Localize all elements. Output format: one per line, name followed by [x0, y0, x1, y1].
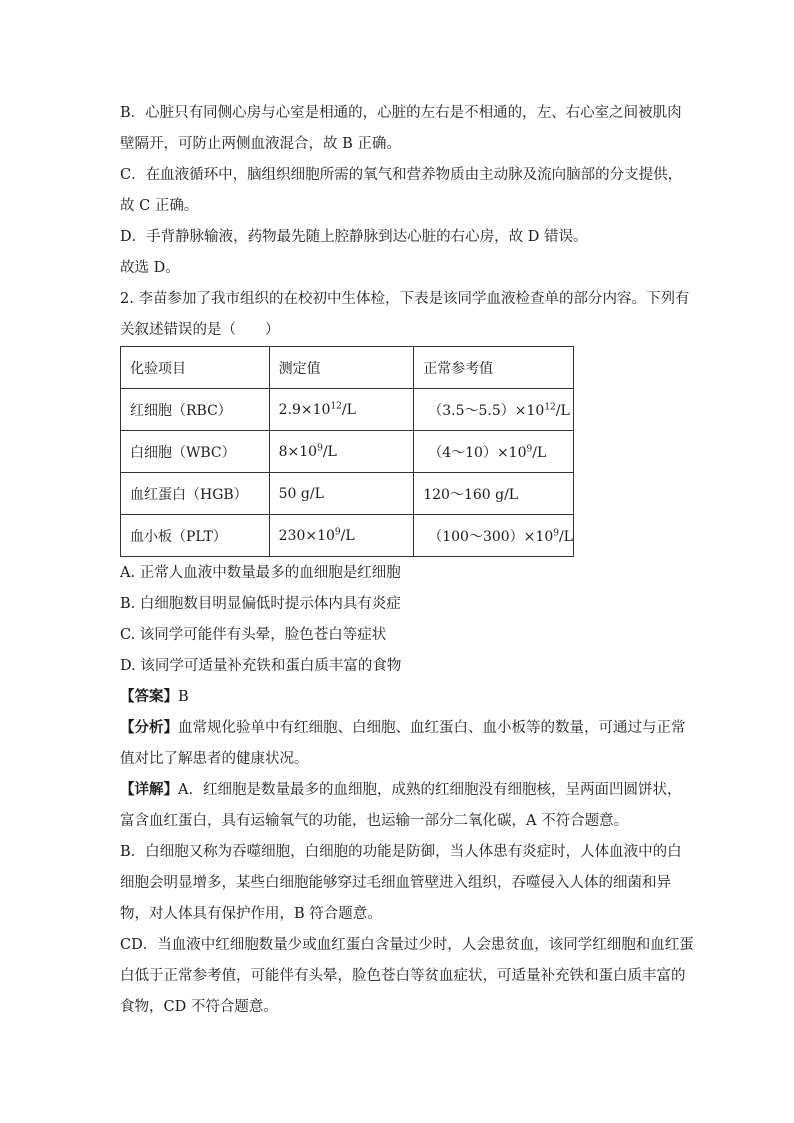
answer-line	[120, 687, 680, 707]
table-row	[121, 389, 574, 431]
table-header-cell: 正常参考值	[414, 347, 574, 389]
paragraph-line: 故选 D。	[120, 260, 180, 276]
table-cell-reference: $(3.5\sim 5.5)\times 10^{12}/L$	[414, 389, 574, 431]
table-row	[121, 473, 574, 515]
question-stem: 2. 李苗参加了我市组织的在校初中生体检，下表是该同学血液检查单的部分内容。下列有	[120, 291, 690, 307]
table-cell-reference: $(100\sim 300)\times 10^9/L$	[414, 515, 574, 557]
table-header-cell: 测定值	[269, 347, 414, 389]
table-cell-reference: $(4\sim 10)\times 10^9/L$	[414, 431, 574, 473]
table-cell-measured: $8\times 10^9/L$	[269, 431, 414, 473]
detail-line: 物，对人体具有保护作用，B 符合题意。	[120, 906, 382, 922]
detail-line: B．白细胞又称为吞噬细胞，白细胞的功能是防御，当人体患有炎症时，人体血液中的白	[120, 844, 682, 860]
table-row	[121, 431, 574, 473]
answer-label: 【答案】	[120, 688, 178, 705]
paragraph-line: B．心脏只有同侧心房与心室是相通的，心脏的左右是不相通的，左、右心室之间被肌肉	[120, 105, 682, 121]
detail-line: 富含血红蛋白，具有运输氧气的功能，也运输一部分二氧化碳，A 不符合题意。	[120, 813, 629, 829]
table-cell-reference: 120～160 g/L	[414, 473, 574, 515]
table-row	[121, 515, 574, 557]
table-cell-item: 血红蛋白（HGB）	[121, 473, 270, 515]
analysis-line: 【分析】血常规化验单中有红细胞、白细胞、血红蛋白、血小板等的数量，可通过与正常	[120, 719, 686, 736]
detail-line: CD．当血液中红细胞数量少或血红蛋白含量过少时，人会患贫血，该同学红细胞和血红蛋	[120, 937, 694, 953]
detail-label: 【详解】	[120, 781, 178, 798]
paragraph-line: 壁隔开，可防止两侧血液混合，故 B 正确。	[120, 136, 401, 152]
table-cell-item: 白细胞（WBC）	[121, 431, 270, 473]
paragraph-line: D．手背静脉输液，药物最先随上腔静脉到达心脏的右心房，故 D 错误。	[120, 229, 588, 245]
table-cell-item: 血小板（PLT）	[121, 515, 270, 557]
table-cell-measured: 50 g/L	[269, 473, 414, 515]
option-d: D. 该同学可适量补充铁和蛋白质丰富的食物	[120, 658, 402, 674]
table-cell-measured: $230\times 10^9/L$	[269, 515, 414, 557]
question-stem: 关叙述错误的是（ ）	[120, 322, 280, 338]
answer-value: B	[178, 689, 189, 705]
option-a: A. 正常人血液中数量最多的血细胞是红细胞	[120, 565, 401, 581]
table-cell-measured: $2.9\times 10^{12}/L$	[269, 389, 414, 431]
paragraph-line: C．在血液循环中，脑组织细胞所需的氧气和营养物质由主动脉及流向脑部的分支提供，	[120, 167, 683, 183]
detail-line: 白低于正常参考值，可能伴有头晕，脸色苍白等贫血症状，可适量补充铁和蛋白质丰富的	[120, 968, 686, 984]
table-header-cell: 化验项目	[121, 347, 270, 389]
detail-line: 食物，CD 不符合题意。	[120, 999, 278, 1015]
blood-test-table	[120, 346, 574, 557]
detail-line: 细胞会明显增多，某些白细胞能够穿过毛细血管壁进入组织，吞噬侵入人体的细菌和异	[120, 875, 671, 891]
option-c: C. 该同学可能伴有头晕，脸色苍白等症状	[120, 627, 387, 643]
paragraph-line: 故 C 正确。	[120, 198, 199, 214]
option-b: B. 白细胞数目明显偏低时提示体内具有炎症	[120, 596, 401, 612]
analysis-line: 值对比了解患者的健康状况。	[120, 751, 309, 767]
table-header-row	[121, 347, 574, 389]
table-cell-item: 红细胞（RBC）	[121, 389, 270, 431]
detail-line: 【详解】A．红细胞是数量最多的血细胞，成熟的红细胞没有细胞核，呈两面凹圆饼状，	[120, 781, 682, 798]
analysis-label: 【分析】	[120, 719, 178, 736]
